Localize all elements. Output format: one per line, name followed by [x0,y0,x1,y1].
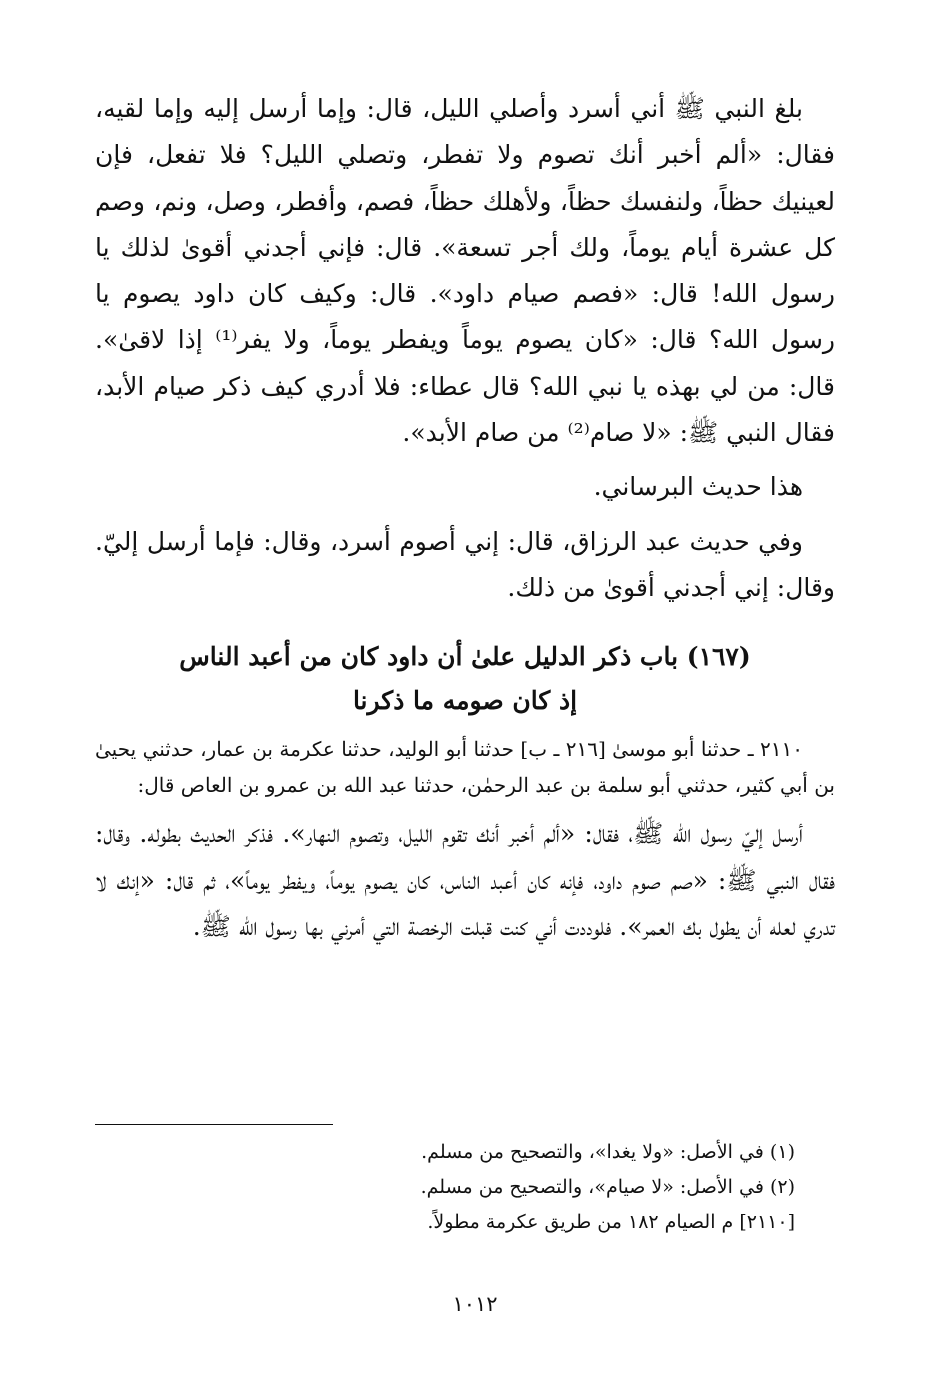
hadith-matn: أرسل إليّ رسول الله ﷺ، فقال: «ألم أخبر أنك تقوم الليل، وتصوم النهار». فذكر الحديث بطوله. وقال: فقال النبي ﷺ: «صم صوم داود، فإنه كان أعبد الناس، كان يصوم يوماً، ويفطر يوماً»، ثم قال: «إنك لا تدري لعله أن يطول بك العمر». فلوددت أني كنت قبلت الرخصة التي أمرني بها رسول الله ﷺ. [95,819,835,941]
paragraph-note-bursani: هذا حديث البرساني. [593,472,803,502]
page-number: ١٠١٢ [452,1292,498,1316]
paragraph-abdurrazzaq-version: وفي حديث عبد الرزاق، قال: إني أصوم أسرد، وقال: فإما أرسل إليّ. وقال: إني أجدني أقوىٰ من ذلك. [95,526,835,602]
footnote-2: (٢) في الأصل: «لا صيام»، والتصحيح من مسلم. [420,1176,795,1198]
chapter-heading-line2: إذ كان صومه ما ذكرنا [352,686,578,716]
paragraph-hadith-continuation: بلغ النبي ﷺ أني أسرد وأصلي الليل، قال: وإما أرسل إليه وإما لقيه، فقال: «ألم أخبر أنك تصوم ولا تفطر، وتصلي الليل؟ فلا تفعل، فإن لعينيك حظاً، ولنفسك حظاً، ولأهلك حظاً، فصم، وأفطر، وصل، ونم، وصم كل عشرة أيام يوماً، ولك أجر تسعة». قال: فإني أجدني أقوىٰ لذلك يا رسول الله! قال: «فصم صيام داود». قال: وكيف كان داود يصوم يا رسول الله؟ قال: «كان يصوم يوماً ويفطر يوماً، ولا يفر⁽¹⁾ إذا لاقىٰ». قال: من لي بهذه يا نبي الله؟ قال عطاء: فلا أدري كيف ذكر صيام الأبد، فقال النبي ﷺ: «لا صام⁽²⁾ من صام الأبد». [95,94,835,448]
chapter-heading-line1: (١٦٧) باب ذكر الدليل علىٰ أن داود كان من أعبد الناس [179,642,751,672]
footnote-divider [95,1124,333,1125]
footnotes [95,1135,795,1240]
footnote-1: (١) في الأصل: «ولا يغدا»، والتصحيح من مسلم. [421,1141,795,1163]
footnote-source: [٢١١٠] م الصيام ١٨٢ من طريق عكرمة مطولاً. [427,1211,795,1233]
page-body [95,86,835,950]
hadith-isnad: ٢١١٠ ـ حدثنا أبو موسىٰ [٢١٦ ـ ب] حدثنا أبو الوليد، حدثنا عكرمة بن عمار، حدثني يحيىٰ بن أبي كثير، حدثني أبو سلمة بن عبد الرحمٰن، حدثنا عبد الله بن عمرو بن العاص قال: [95,737,835,798]
